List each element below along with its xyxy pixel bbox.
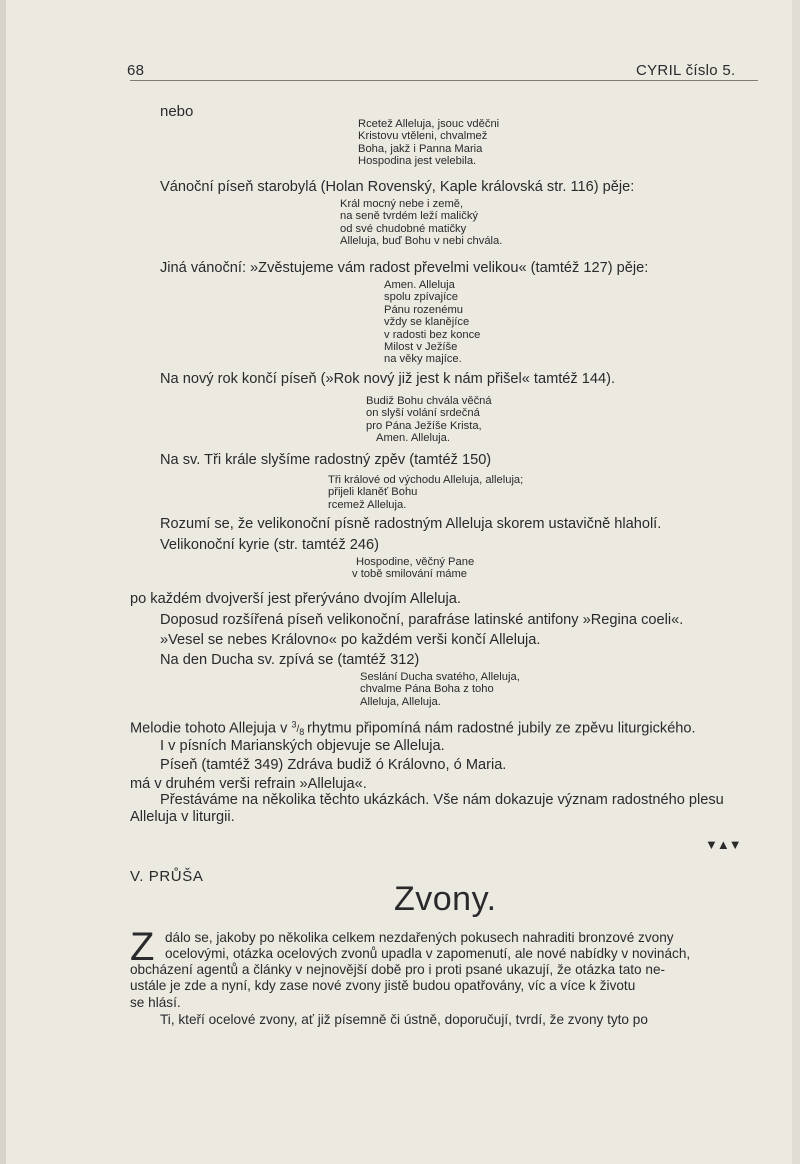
- verse-line: Amen. Alleluja.: [376, 432, 451, 445]
- meter-fraction: $^3/_8$: [291, 720, 305, 738]
- verse-line: Tři králové od východu Alleluja, alleluja;: [328, 474, 524, 486]
- paragraph-refrain: má v druhém verši refrain »Alleluja«.: [130, 776, 367, 792]
- drop-cap: Z: [130, 925, 155, 969]
- verse-block-1: [358, 118, 499, 168]
- verse-block-4: [366, 395, 492, 445]
- paragraph-rozumi: Rozumí se, že velikonoční písně radostným Alleluja skorem ustavičně hlaholí.: [160, 516, 662, 532]
- article-line: ocelovými, otázka ocelových zvonů upadla v zapomenutí, ale nové nabídky v novinách,: [165, 946, 691, 961]
- verse-line: v radosti bez konce: [384, 328, 481, 341]
- verse-block-2: [340, 198, 502, 248]
- verse-line: spolu zpívajíce: [384, 291, 459, 304]
- paragraph-doposud: Doposud rozšířená píseň velikonoční, parafráse latinské antifony »Regina coeli«.: [160, 612, 684, 628]
- paragraph-vanocni: Vánoční píseň starobylá (Holan Rovenský, Kaple královská str. 116) pěje:: [160, 179, 635, 195]
- verse-line: Kristovu vtěleni, chvalmež: [358, 130, 488, 143]
- verse-line: od své chudobné matičky: [340, 222, 467, 235]
- verse-line: Hospodina jest velebila.: [358, 155, 477, 168]
- paragraph-novy-rok: Na nový rok končí píseň (»Rok nový již jest k nám přišel« tamtéž 144).: [160, 371, 616, 387]
- verse-line: Amen. Alleluja: [384, 279, 455, 291]
- verse-block-6: [352, 556, 474, 581]
- paragraph-prestavame-2: Alleluja v liturgii.: [130, 809, 235, 825]
- verse-line: chvalme Pána Boha z toho: [360, 683, 494, 696]
- paragraph-marianskych: I v písních Marianských objevuje se Alleluja.: [160, 738, 445, 754]
- verse-line: on slyší volání srdečná: [366, 407, 480, 420]
- verse-line: Rcetež Alleluja, jsouc vděčni: [358, 118, 500, 130]
- article-line: ustále je zde a nyní, kdy zase nové zvony jistě budou opatřovány, víc a více k životu: [130, 978, 636, 993]
- verse-line: Hospodine, věčný Pane: [356, 556, 475, 568]
- verse-line: na seně tvrdém leží maličký: [340, 210, 479, 223]
- article-line: Ti, kteří ocelové zvony, ať již písemně či ústně, doporučují, tvrdí, že zvony tyto po: [160, 1012, 648, 1027]
- verse-line: Král mocný nebe i země,: [340, 198, 464, 210]
- verse-block-5: [328, 474, 523, 511]
- paragraph-nebo: nebo: [160, 103, 194, 120]
- verse-line: vždy se klanějíce: [384, 316, 470, 329]
- verse-line: přijeli klaněť Bohu: [328, 486, 418, 499]
- verse-line: pro Pána Ježíše Krista,: [366, 419, 482, 432]
- fraction-numerator: 3: [291, 720, 297, 730]
- paragraph-kyrie: Velikonoční kyrie (str. tamtéž 246): [160, 537, 379, 553]
- verse-line: Pánu rozenému: [384, 303, 463, 316]
- fraction-denominator: 8: [299, 727, 305, 738]
- verse-block-3: [384, 279, 480, 366]
- article-line: se hlásí.: [130, 995, 181, 1010]
- paragraph-vesel: »Vesel se nebes Královno« po každém verši končí Alleluja.: [160, 632, 541, 648]
- paragraph-tri-krale: Na sv. Tři krále slyšíme radostný zpěv (tamtéž 150): [160, 452, 492, 468]
- verse-line: Alleluja, buď Bohu v nebi chvála.: [340, 235, 503, 248]
- article-author: V. PRŮŠA: [130, 868, 204, 885]
- header-rule: [130, 80, 758, 81]
- paragraph-ducha: Na den Ducha sv. zpívá se (tamtéž 312): [160, 652, 420, 668]
- verse-block-7: [360, 671, 520, 708]
- verse-line: rcemež Alleluja.: [328, 498, 407, 511]
- melodie-text-a: Melodie tohoto Allejuja v: [130, 720, 288, 737]
- article-line: dálo se, jakoby po několika celkem nezdařených pokusech nahraditi bronzové zvony: [165, 930, 674, 945]
- verse-line: Alleluja, Alleluja.: [360, 695, 441, 708]
- page-number: 68: [127, 62, 145, 79]
- verse-line: na věky majíce.: [384, 353, 462, 366]
- article-title: Zvony.: [394, 880, 497, 918]
- page-edge-right: [792, 0, 800, 1164]
- melodie-text-b: rhytmu připomíná nám radostné jubily ze zpěvu liturgického.: [307, 720, 696, 737]
- article-line: obcházení agentů a články v nejnovější době pro i proti psané ukazují, že otázka tato ne-: [130, 962, 666, 977]
- paragraph-jina: Jiná vánoční: »Zvěstujeme vám radost převelmi velikou« (tamtéž 127) pěje:: [160, 260, 649, 276]
- verse-line: Boha, jakž i Panna Maria: [358, 142, 483, 155]
- verse-line: Seslání Ducha svatého, Alleluja,: [360, 671, 520, 683]
- paragraph-pisen: Píseň (tamtéž 349) Zdráva budiž ó Královno, ó Maria.: [160, 757, 507, 773]
- verse-line: Budiž Bohu chvála věčná: [366, 395, 492, 407]
- ornament-triangles: ▼▲▼: [705, 837, 741, 852]
- verse-line: v tobě smilování máme: [352, 568, 468, 581]
- journal-header: CYRIL číslo 5.: [636, 62, 736, 79]
- paragraph-prestavame-1: Přestáváme na několika těchto ukázkách. Vše nám dokazuje význam radostného plesu: [160, 792, 724, 808]
- page-edge-left: [0, 0, 6, 1164]
- verse-line: Milost v Ježíše: [384, 341, 458, 354]
- paragraph-dvojversi: po každém dvojverší jest přerýváno dvojím Alleluja.: [130, 591, 461, 607]
